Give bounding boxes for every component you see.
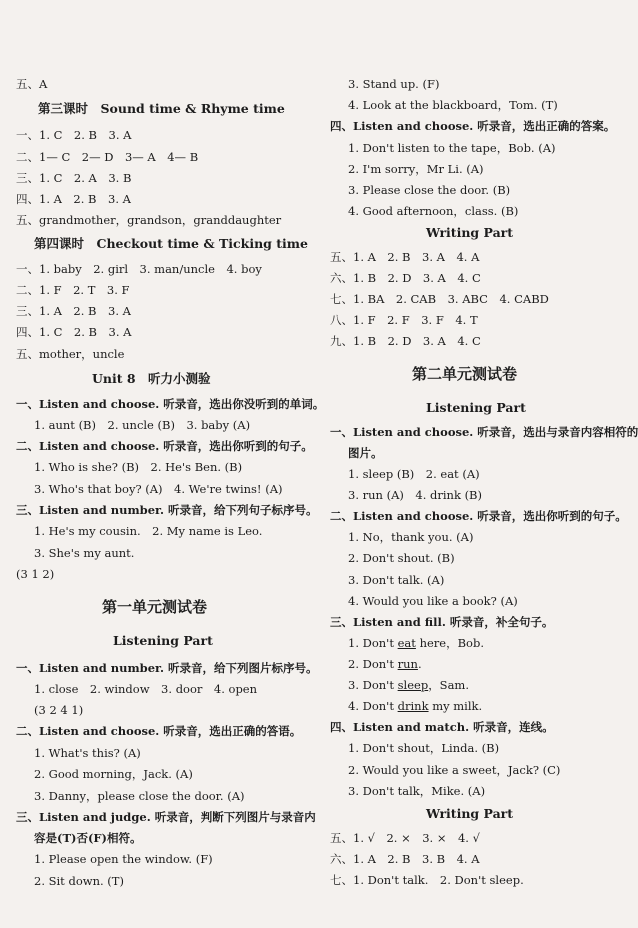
lesson4-heading: 第四课时 Checkout time & Ticking time [34,236,308,251]
listening-part-heading: Listening Part [113,633,213,648]
fill-prefix: 4. Don't [348,699,398,713]
answer-line: 五、mother，uncle [16,347,125,361]
question-line: 三、Listen and judge. 听录音，判断下列图片与录音内 [16,810,316,824]
answer-line: 3. Please close the door. (B) [348,183,511,197]
fill-answer-line [348,699,482,713]
answer-line: 3. run (A) 4. drink (B) [348,488,482,502]
question-line: 图片。 [348,446,383,460]
question-line: 三、Listen and number. 听录音，给下列句子标序号。 [16,503,318,517]
unit2-test-heading: 第二单元测试卷 [412,365,518,383]
writing-part-heading: Writing Part [426,225,514,240]
answer-line: 六、1. B 2. D 3. A 4. C [330,271,481,285]
fill-prefix: 3. Don't [348,678,398,692]
question-line: 二、Listen and choose. 听录音，选出正确的答语。 [16,724,302,738]
answer-line: 一、1. C 2. B 3. A [16,128,132,142]
answer-line: 1. Who is she? (B) 2. He's Ben. (B) [34,460,243,474]
answer-line: 三、1. C 2. A 3. B [16,171,132,185]
answer-line: 2. Good morning，Jack. (A) [34,767,193,781]
fill-blank-answer: run [397,657,418,671]
question-line: 二、Listen and choose. 听录音，选出你听到的句子。 [330,509,627,523]
answer-line: 4. Would you like a book? (A) [348,594,518,608]
fill-suffix: ，Sam. [428,678,469,692]
answer-line: 3. Don't talk，Mike. (A) [348,784,486,798]
answer-line: 五、grandmother，grandson，granddaughter [16,213,282,227]
answer-line: 2. Don't shout. (B) [348,551,455,565]
question-line: 二、Listen and choose. 听录音，选出你听到的句子。 [16,439,313,453]
answer-line: 二、1— C 2— D 3— A 4— B [16,150,199,164]
listening-part-heading: Listening Part [426,400,526,415]
question-line: 四、Listen and match. 听录音，连线。 [330,720,554,734]
answer-line: 2. I'm sorry，Mr Li. (A) [348,162,484,176]
answer-line: 五、1. √ 2. × 3. × 4. √ [330,831,480,845]
answer-line: 1. close 2. window 3. door 4. open [34,682,258,696]
answer-line: 1. sleep (B) 2. eat (A) [348,467,480,481]
question-line: 一、Listen and choose. 听录音，选出与录音内容相符的 [330,425,638,439]
answer-line: 1. He's my cousin. 2. My name is Leo. [34,524,263,538]
lesson3-heading: 第三课时 Sound time & Rhyme time [38,101,285,116]
fill-suffix: . [417,657,422,671]
answer-line: 七、1. BA 2. CAB 3. ABC 4. CABD [330,292,549,306]
answer-line: 1. aunt (B) 2. uncle (B) 3. baby (A) [34,418,251,432]
fill-answer-line [348,678,469,692]
answer-line: 4. Good afternoon，class. (B) [348,204,519,218]
answer-line: 3. Stand up. (F) [348,77,440,91]
question-line: 容是(T)否(F)相符。 [34,831,142,845]
fill-answer-line [348,657,422,671]
answer-line: 3. Who's that boy? (A) 4. We're twins! (A) [34,482,283,496]
answer-line: 九、1. B 2. D 3. A 4. C [330,334,481,348]
answer-line: 1. What's this? (A) [34,746,141,760]
fill-blank-answer: sleep [397,678,429,692]
answer-line: 四、1. C 2. B 3. A [16,325,132,339]
unit1-test-heading: 第一单元测试卷 [102,598,208,616]
answer-line: 八、1. F 2. F 3. F 4. T [330,313,478,327]
fill-blank-answer: drink [397,699,429,713]
answer-line: 4. Look at the blackboard，Tom. (T) [348,98,558,112]
answer-line: 3. Don't talk. (A) [348,573,445,587]
writing-part-heading: Writing Part [426,806,514,821]
answer-line: (3 2 4 1) [34,703,84,717]
question-line: 三、Listen and fill. 听录音，补全句子。 [330,615,554,629]
answer-line: (3 1 2) [16,567,55,581]
answer-line: 五、1. A 2. B 3. A 4. A [330,250,480,264]
answer-line: 一、1. baby 2. girl 3. man/uncle 4. boy [16,262,262,276]
question-line: 一、Listen and number. 听录音，给下列图片标序号。 [16,661,318,675]
fill-prefix: 2. Don't [348,657,398,671]
answer-line: 五、A [16,77,48,91]
fill-prefix: 1. Don't [348,636,398,650]
fill-suffix: my milk. [428,699,483,713]
answer-line: 3. Danny，please close the door. (A) [34,789,245,803]
answer-line: 三、1. A 2. B 3. A [16,304,131,318]
answer-line: 1. Don't listen to the tape，Bob. (A) [348,141,556,155]
answer-line: 1. Don't shout，Linda. (B) [348,741,500,755]
answer-line: 四、1. A 2. B 3. A [16,192,131,206]
question-line: 一、Listen and choose. 听录音，选出你没听到的单词。 [16,397,325,411]
question-line: 四、Listen and choose. 听录音，选出正确的答案。 [330,119,616,133]
fill-blank-answer: eat [397,636,416,650]
fill-answer-line [348,636,484,650]
answer-line: 1. No，thank you. (A) [348,530,474,544]
answer-line: 二、1. F 2. T 3. F [16,283,130,297]
unit8-heading: Unit 8 听力小测验 [92,371,211,386]
answer-line: 2. Would you like a sweet，Jack? (C) [348,763,561,777]
answer-line: 六、1. A 2. B 3. B 4. A [330,852,480,866]
answer-line: 2. Sit down. (T) [34,874,124,888]
answer-line: 3. She's my aunt. [34,546,135,560]
answer-line: 七、1. Don't talk. 2. Don't sleep. [330,873,524,887]
fill-suffix: here，Bob. [415,636,484,650]
answer-line: 1. Please open the window. (F) [34,852,213,866]
